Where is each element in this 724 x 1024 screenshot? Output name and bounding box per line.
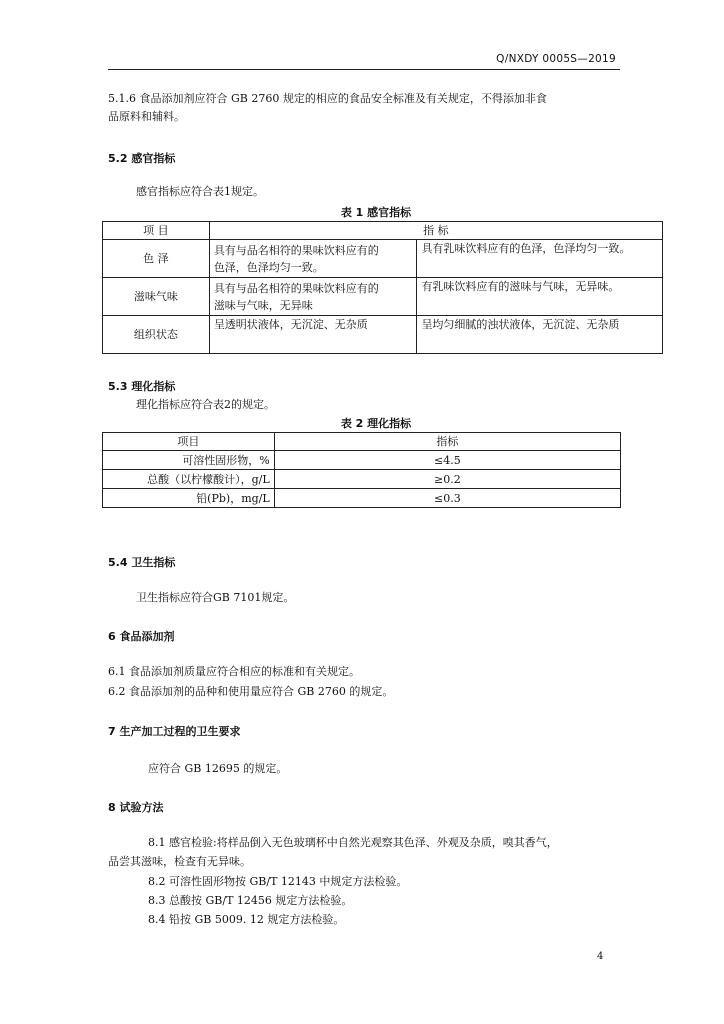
sensory-table [102,221,663,354]
clause-8-4: 8.4 铅按 GB 5009. 12 规定方法检验。 [148,913,345,926]
header-divider [108,69,620,70]
row-item: 总酸（以柠檬酸计），g/L [103,470,275,489]
row-milk-cell: 具有乳味饮料应有的色泽，色泽均匀一致。 [417,240,663,278]
clause-6-2: 6.2 食品添加剂的品种和使用量应符合 GB 2760 的规定。 [108,685,394,698]
section-6-heading: 6 食品添加剂 [108,630,175,643]
physicochemical-table [102,432,621,508]
row-fruit-cell: 具有与品名相符的果味饮料应有的 滋味与气味，无异味 [209,278,417,316]
table-row [103,278,663,316]
table-header-row [103,222,663,240]
row-item: 可溶性固形物，% [103,451,275,470]
table-row [103,316,663,354]
row-item: 铅(Pb)，mg/L [103,489,275,508]
header-index: 指标 [274,433,620,451]
section-7-text: 应符合 GB 12695 的规定。 [148,762,288,775]
row-item: 滋味气味 [103,278,210,316]
table-1-caption: 表 1 感官指标 [340,206,412,219]
clause-5-1-6-line1: 5.1.6 食品添加剂应符合 GB 2760 规定的相应的食品安全标准及有关规定，不得添加非食 [108,92,547,105]
clause-8-2: 8.2 可溶性固形物按 GB/T 12143 中规定方法检验。 [148,875,408,888]
section-7-heading: 7 生产加工过程的卫生要求 [108,725,241,738]
header-item: 项 目 [103,222,210,240]
document-code: Q/NXDY 0005S—2019 [496,53,616,65]
table-header-row [103,433,621,451]
table-row [103,470,621,489]
row-value: ≤4.5 [274,451,620,470]
row-item: 色 泽 [103,240,210,278]
row-value: ≤0.3 [274,489,620,508]
table-2-caption: 表 2 理化指标 [340,417,412,430]
clause-8-3: 8.3 总酸按 GB/T 12456 规定方法检验。 [148,894,353,907]
row-milk-cell: 呈均匀细腻的浊状液体，无沉淀、无杂质 [417,316,663,354]
section-5-3-intro: 理化指标应符合表2的规定。 [136,398,275,411]
row-fruit-cell: 呈透明状液体，无沉淀、无杂质 [209,316,417,354]
row-value: ≥0.2 [274,470,620,489]
section-5-2-intro: 感官指标应符合表1规定。 [136,185,264,198]
section-5-3-heading: 5.3 理化指标 [108,380,176,393]
section-5-4-text: 卫生指标应符合GB 7101规定。 [136,591,295,604]
section-5-4-heading: 5.4 卫生指标 [108,556,176,569]
clause-8-1-line2: 品尝其滋味，检查有无异味。 [108,855,251,868]
table-row [103,489,621,508]
header-index: 指 标 [209,222,662,240]
header-item: 项目 [103,433,275,451]
table-row [103,240,663,278]
clause-6-1: 6.1 食品添加剂质量应符合相应的标准和有关规定。 [108,665,360,678]
row-item: 组织状态 [103,316,210,354]
section-5-2-heading: 5.2 感官指标 [108,152,176,165]
section-8-heading: 8 试验方法 [108,801,164,814]
clause-8-1-line1: 8.1 感官检验:将样品倒入无色玻璃杯中自然光观察其色泽、外观及杂质，嗅其香气， [148,836,558,849]
row-milk-cell: 有乳味饮料应有的滋味与气味，无异味。 [417,278,663,316]
table-row [103,451,621,470]
clause-5-1-6-line2: 品原料和辅料。 [108,110,185,123]
row-fruit-cell: 具有与品名相符的果味饮料应有的 色泽，色泽均匀一致。 [209,240,417,278]
page-number: 4 [597,951,604,962]
